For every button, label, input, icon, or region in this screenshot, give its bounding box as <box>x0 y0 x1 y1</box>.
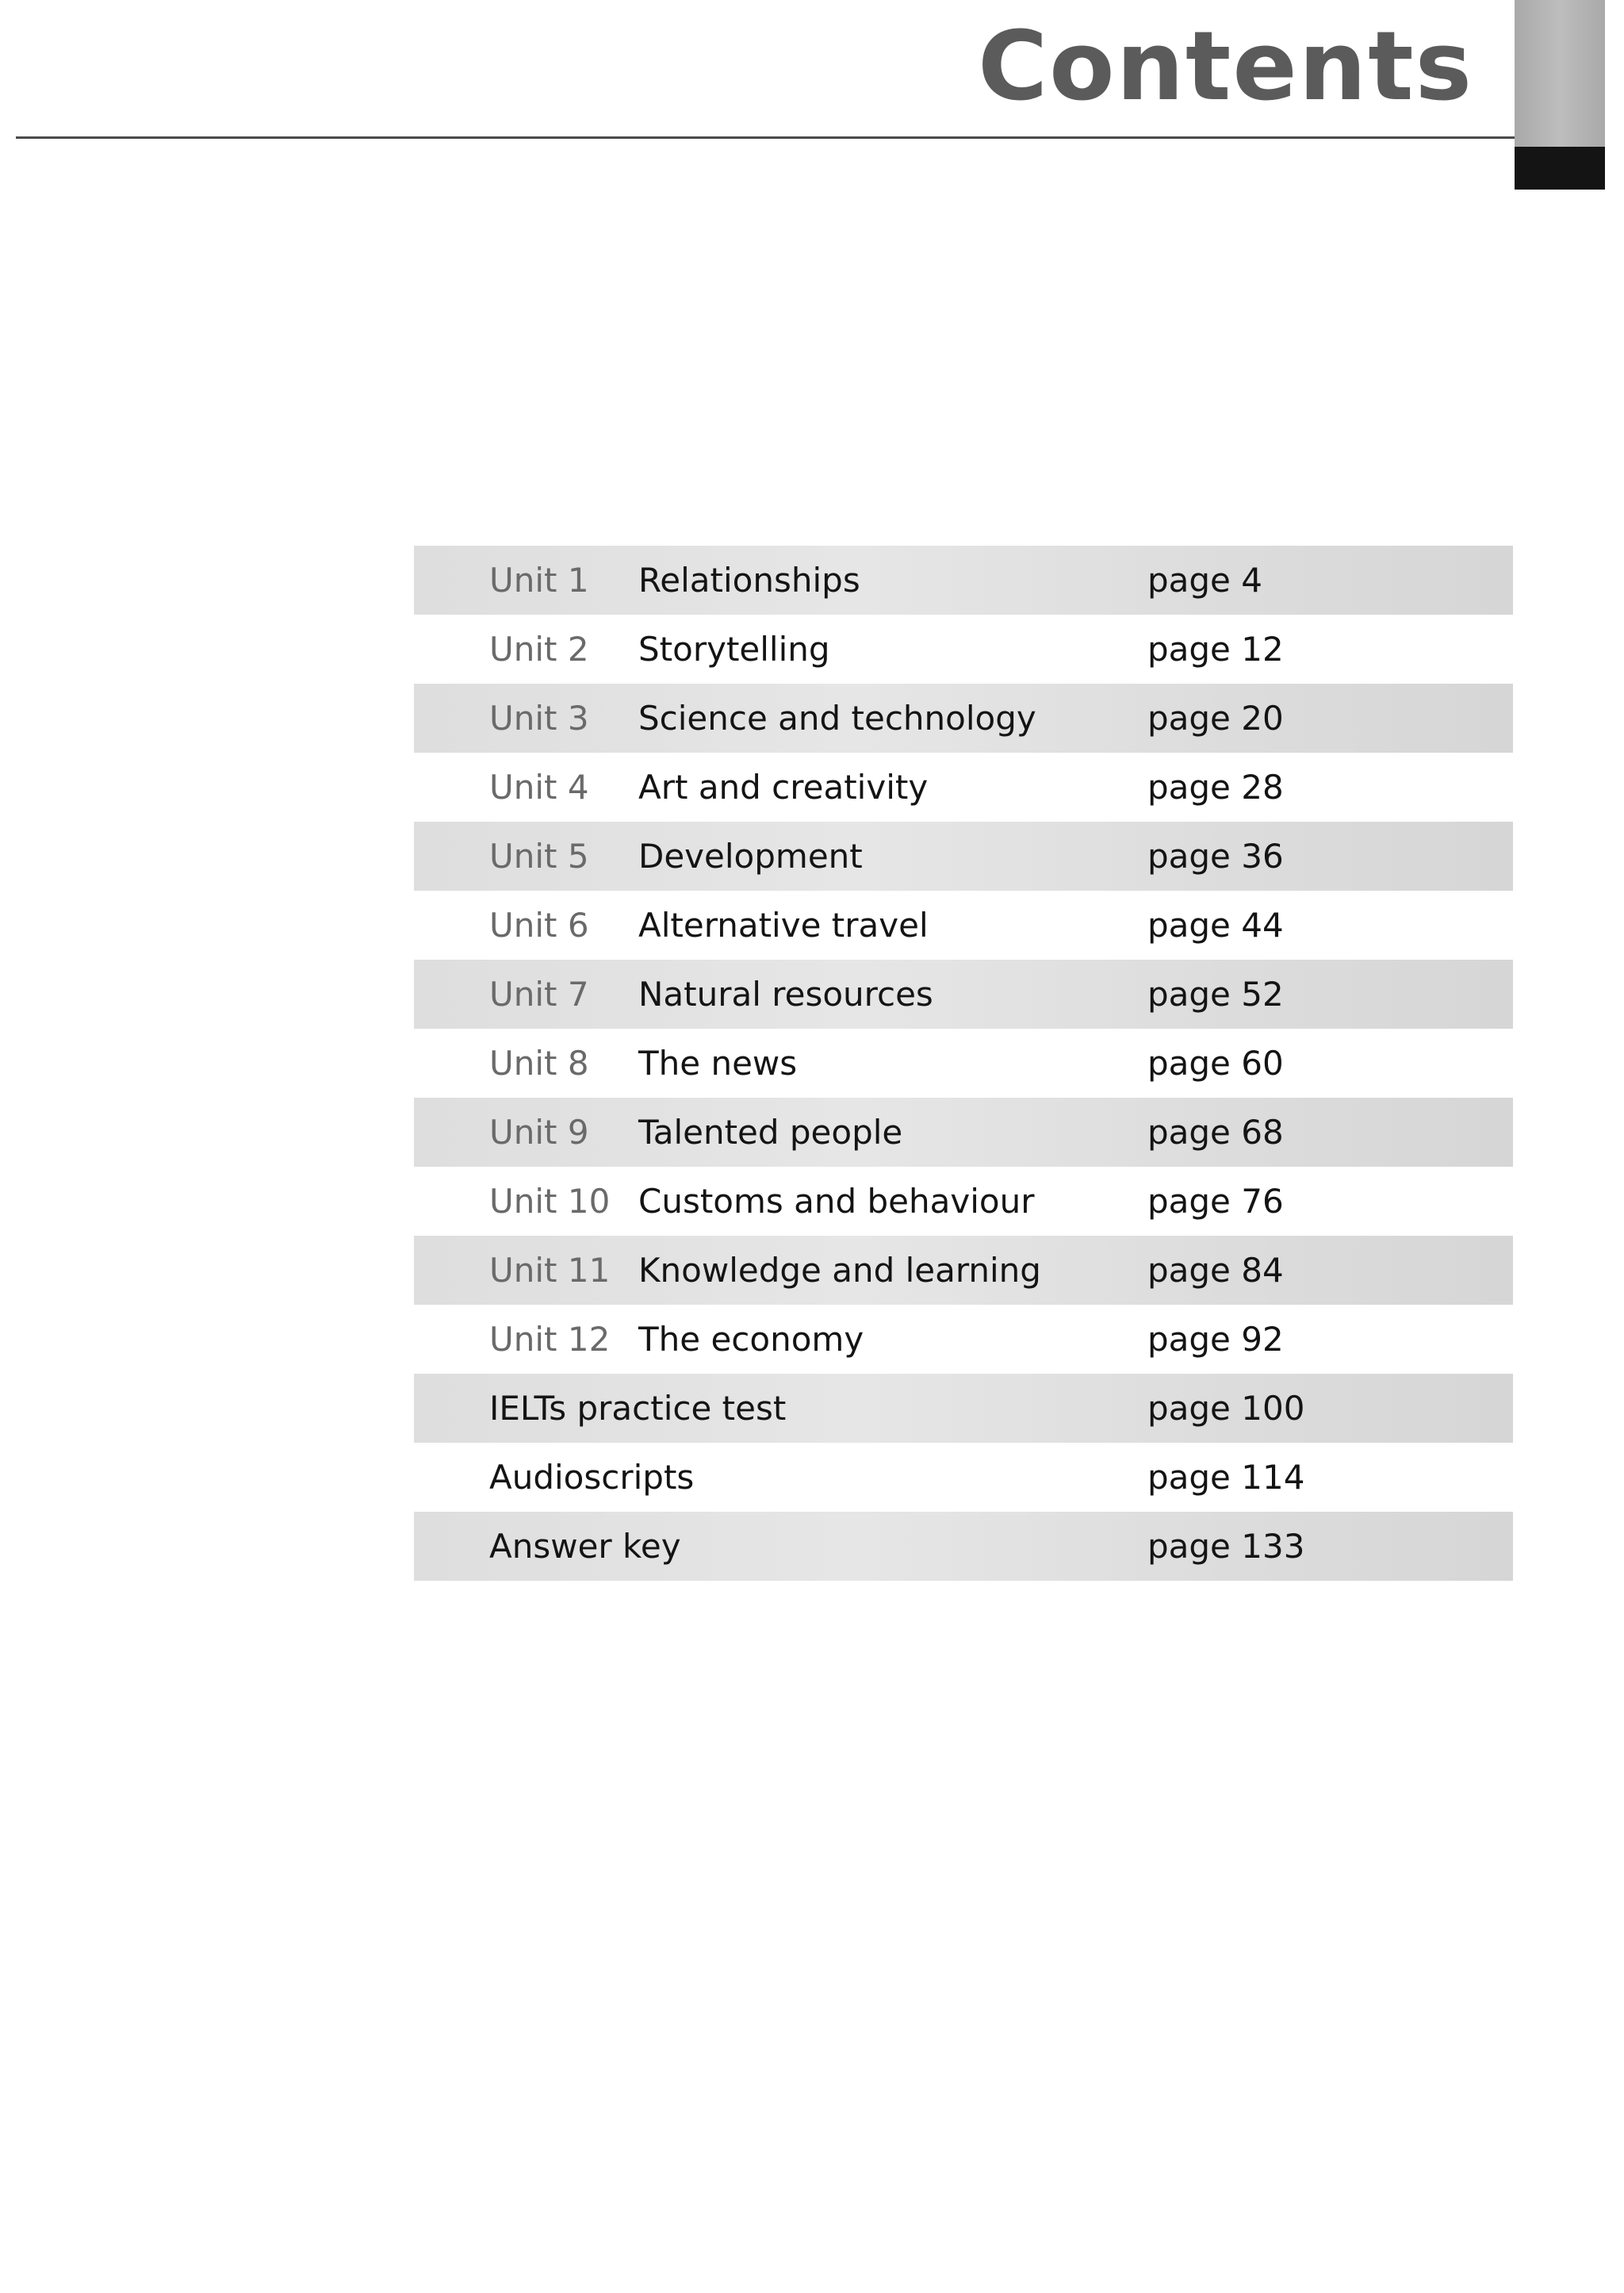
section-tab-black <box>1515 147 1605 190</box>
toc-unit-title: The news <box>638 1044 798 1083</box>
toc-row-ielts-practice-test[interactable] <box>414 1374 1513 1443</box>
toc-unit-label: Unit 7 <box>489 975 589 1014</box>
toc-page-number: page 28 <box>1147 768 1284 807</box>
toc-row-unit-3[interactable] <box>414 684 1513 753</box>
toc-section-title: IELTs practice test <box>489 1389 787 1428</box>
toc-unit-title: Relationships <box>638 561 860 600</box>
toc-row-unit-1[interactable] <box>414 546 1513 615</box>
toc-page-number: page 92 <box>1147 1320 1284 1359</box>
toc-unit-title: The economy <box>638 1320 864 1359</box>
toc-page-number: page 76 <box>1147 1182 1284 1221</box>
toc-row-answer-key[interactable] <box>414 1512 1513 1581</box>
toc-row-unit-9[interactable] <box>414 1098 1513 1167</box>
toc-row-unit-6[interactable] <box>414 891 1513 960</box>
toc-page-number: page 44 <box>1147 906 1284 945</box>
toc-section-title: Answer key <box>489 1527 681 1566</box>
toc-unit-title: Knowledge and learning <box>638 1251 1041 1290</box>
toc-row-unit-12[interactable] <box>414 1305 1513 1374</box>
section-tab-grey <box>1515 0 1605 147</box>
toc-unit-title: Customs and behaviour <box>638 1182 1035 1221</box>
toc-page-number: page 36 <box>1147 837 1284 876</box>
header-rule <box>16 136 1546 139</box>
page-title: Contents <box>978 12 1473 122</box>
toc-row-unit-5[interactable] <box>414 822 1513 891</box>
toc-unit-label: Unit 8 <box>489 1044 589 1083</box>
toc-section-title: Audioscripts <box>489 1458 695 1497</box>
toc-unit-title: Natural resources <box>638 975 933 1014</box>
toc-row-unit-7[interactable] <box>414 960 1513 1029</box>
toc-unit-label: Unit 6 <box>489 906 589 945</box>
toc-page-number: page 84 <box>1147 1251 1284 1290</box>
toc-page-number: page 68 <box>1147 1113 1284 1152</box>
toc-page-number: page 20 <box>1147 699 1284 738</box>
toc-unit-label: Unit 2 <box>489 630 589 669</box>
toc-row-unit-4[interactable] <box>414 753 1513 822</box>
toc-unit-label: Unit 5 <box>489 837 589 876</box>
toc-page-number: page 52 <box>1147 975 1284 1014</box>
toc-row-unit-11[interactable] <box>414 1236 1513 1305</box>
toc-page-number: page 4 <box>1147 561 1262 600</box>
toc-row-unit-8[interactable] <box>414 1029 1513 1098</box>
toc-page-number: page 100 <box>1147 1389 1305 1428</box>
toc-row-audioscripts[interactable] <box>414 1443 1513 1512</box>
toc-unit-label: Unit 9 <box>489 1113 589 1152</box>
table-of-contents <box>414 546 1513 1581</box>
toc-unit-label: Unit 3 <box>489 699 589 738</box>
toc-unit-title: Art and creativity <box>638 768 929 807</box>
toc-unit-label: Unit 10 <box>489 1182 611 1221</box>
toc-row-unit-10[interactable] <box>414 1167 1513 1236</box>
toc-page-number: page 114 <box>1147 1458 1305 1497</box>
toc-unit-title: Development <box>638 837 863 876</box>
toc-unit-title: Alternative travel <box>638 906 929 945</box>
toc-page-number: page 60 <box>1147 1044 1284 1083</box>
toc-row-unit-2[interactable] <box>414 615 1513 684</box>
toc-unit-title: Science and technology <box>638 699 1036 738</box>
toc-unit-title: Talented people <box>638 1113 903 1152</box>
toc-unit-label: Unit 12 <box>489 1320 611 1359</box>
toc-page-number: page 133 <box>1147 1527 1305 1566</box>
toc-unit-title: Storytelling <box>638 630 830 669</box>
toc-unit-label: Unit 1 <box>489 561 589 600</box>
toc-unit-label: Unit 11 <box>489 1251 611 1290</box>
toc-page-number: page 12 <box>1147 630 1284 669</box>
toc-unit-label: Unit 4 <box>489 768 589 807</box>
